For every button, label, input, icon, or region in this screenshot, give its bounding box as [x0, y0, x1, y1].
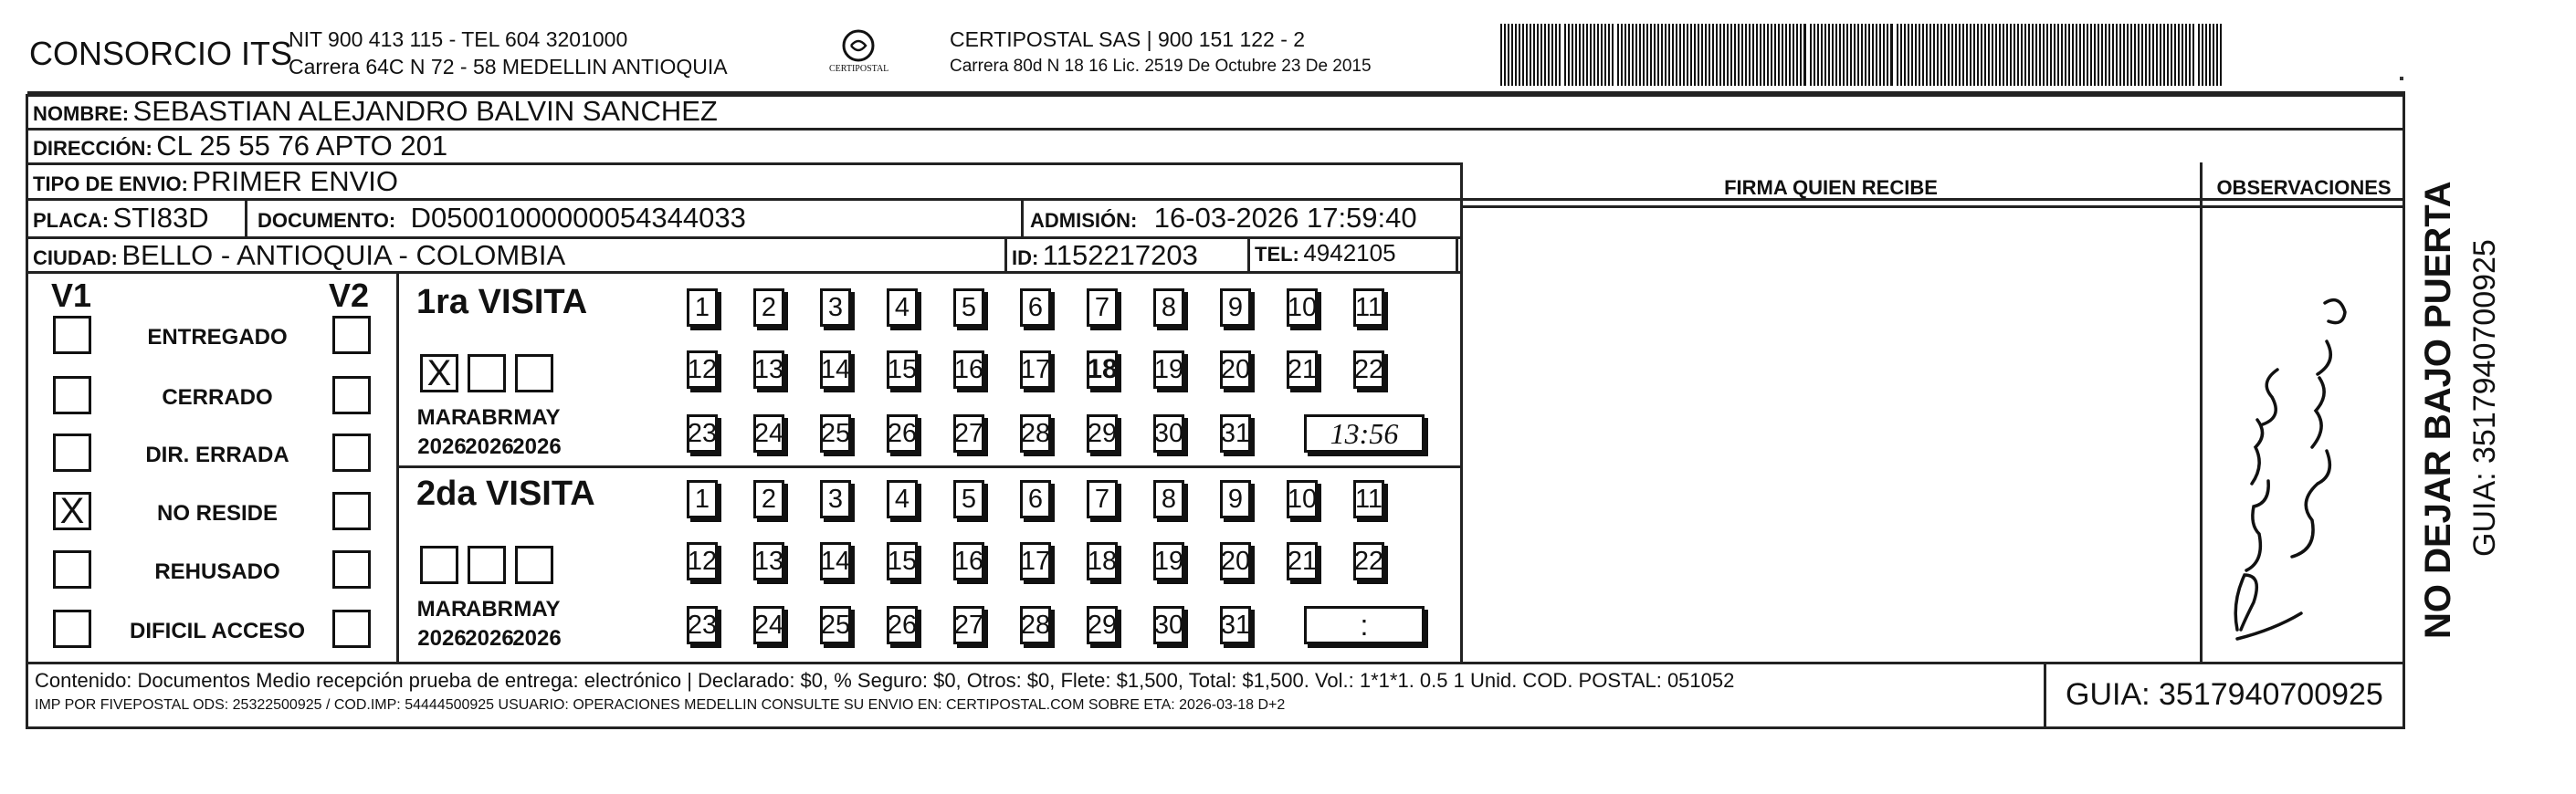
visit2-month-year: 2026	[417, 626, 467, 651]
visit1-time-box[interactable]: 13:56	[1304, 414, 1425, 453]
status-label: DIFICIL ACCESO	[129, 619, 305, 643]
document-value: D05001000000054344033	[410, 202, 746, 234]
visit2-time-box[interactable]: :	[1304, 606, 1425, 644]
visit1-day-box[interactable]: 30	[1153, 414, 1184, 453]
visit2-month-name: MAR	[416, 597, 468, 622]
visit1-month-name: ABR	[466, 405, 513, 430]
v2-header: V2	[329, 277, 370, 314]
visit2-day-box[interactable]: 19	[1153, 542, 1184, 580]
visit1-month-name: MAY	[513, 405, 561, 430]
address-field	[33, 130, 447, 162]
visit1-day-box[interactable]: 10	[1287, 288, 1318, 327]
id-label: ID:	[1012, 246, 1039, 269]
visit1-day-box[interactable]: 23	[687, 414, 718, 453]
status-label: DIR. ERRADA	[145, 443, 289, 467]
city-field	[33, 239, 565, 272]
visit2-month-year: 2026	[512, 626, 562, 651]
visit2-day-box[interactable]: 8	[1153, 480, 1184, 518]
name-label: NOMBRE:	[33, 102, 130, 125]
visit2-month-name: MAY	[513, 597, 561, 622]
v1-checkbox[interactable]	[53, 376, 91, 414]
visit1-day-box[interactable]: 13	[753, 350, 784, 389]
visit1-day-box[interactable]: 18	[1087, 350, 1118, 389]
status-label: CERRADO	[162, 385, 273, 410]
document-label: DOCUMENTO:	[258, 209, 396, 232]
visit1-day-box[interactable]: 14	[820, 350, 851, 389]
v2-checkbox[interactable]	[332, 376, 371, 414]
visit2-day-box[interactable]: 17	[1020, 542, 1051, 580]
plate-value: STI83D	[112, 202, 209, 234]
visit2-day-box[interactable]: 14	[820, 542, 851, 580]
visit1-day-box[interactable]: 15	[887, 350, 918, 389]
visit1-title: 1ra VISITA	[416, 283, 588, 321]
visit2-day-box[interactable]: 9	[1220, 480, 1251, 518]
visit1-day-box[interactable]: 31	[1220, 414, 1251, 453]
visit2-month-checkbox[interactable]	[515, 546, 553, 584]
visit1-month-checkbox[interactable]	[468, 354, 506, 392]
visit2-day-box[interactable]: 13	[753, 542, 784, 580]
company-address: Carrera 64C N 72 - 58 MEDELLIN ANTIOQUIA	[289, 55, 728, 78]
visit2-day-box[interactable]: 7	[1087, 480, 1118, 518]
certipostal-address: Carrera 80d N 18 16 Lic. 2519 De Octubre 23 De 2015	[950, 57, 1372, 76]
send-type-label: TIPO DE ENVIO:	[33, 172, 188, 195]
id-value: 1152217203	[1042, 239, 1198, 271]
visit1-month-year: 2026	[417, 434, 467, 459]
visit2-day-box[interactable]: 15	[887, 542, 918, 580]
logo-text: CERTIPOSTAL	[829, 64, 889, 74]
imp-line: IMP POR FIVEPOSTAL ODS: 25322500925 / COD.IMP: 54444500925 USUARIO: OPERACIONES MEDELLIN CONSULTE SU ENVIO EN: CERTIPOSTAL.COM SOBRE ETA: 2026-03-18 D+2	[35, 697, 1286, 713]
nit-line: NIT 900 413 115 - TEL 604 3201000	[289, 27, 628, 51]
city-value: BELLO - ANTIOQUIA - COLOMBIA	[121, 239, 566, 271]
visit1-day-box[interactable]: 6	[1020, 288, 1051, 327]
barcode	[1500, 24, 2226, 86]
visit1-day-box[interactable]: 21	[1287, 350, 1318, 389]
visit2-title: 2da VISITA	[416, 475, 595, 513]
visit2-day-box[interactable]: 6	[1020, 480, 1051, 518]
admission-value: 16-03-2026 17:59:40	[1153, 202, 1417, 234]
visit2-day-box[interactable]: 20	[1220, 542, 1251, 580]
admission-field	[1030, 202, 1417, 235]
visit1-day-box[interactable]: 28	[1020, 414, 1051, 453]
v1-checkbox[interactable]	[53, 550, 91, 589]
visit2-day-box[interactable]: 29	[1087, 606, 1118, 644]
visit2-day-box[interactable]: 18	[1087, 542, 1118, 580]
visit2-day-box[interactable]: 21	[1287, 542, 1318, 580]
visit1-day-box[interactable]: 22	[1353, 350, 1384, 389]
visit2-month-checkbox[interactable]	[420, 546, 458, 584]
visit2-day-box[interactable]: 5	[953, 480, 984, 518]
address-value: CL 25 55 76 APTO 201	[156, 130, 448, 162]
visit2-day-box[interactable]: 27	[953, 606, 984, 644]
visit1-month-checkbox[interactable]: X	[420, 354, 458, 392]
content-line: Contenido: Documentos Medio recepción prueba de entrega: electrónico | Declarado: $0, % Seguro: $0, Otros: $0, Flete: $1,500, Total: $1,500. Vol.: 1*1*1. 0.5 1 Unid. COD. POSTAL: 051052	[35, 669, 1735, 692]
visit2-month-checkbox[interactable]	[468, 546, 506, 584]
v2-checkbox[interactable]	[332, 492, 371, 530]
certipostal-logo	[822, 26, 895, 80]
plate-label: PLACA:	[33, 209, 110, 232]
v2-checkbox[interactable]	[332, 550, 371, 589]
certipostal-line: CERTIPOSTAL SAS | 900 151 122 - 2	[950, 27, 1306, 51]
visit2-day-box[interactable]: 1	[687, 480, 718, 518]
company-name: CONSORCIO ITS	[29, 35, 293, 72]
tel-label: TEL:	[1255, 243, 1299, 266]
visit2-day-box[interactable]: 24	[753, 606, 784, 644]
status-label: NO RESIDE	[156, 501, 279, 526]
v2-checkbox[interactable]	[332, 434, 371, 472]
tel-field	[1255, 239, 1396, 267]
visit1-day-box[interactable]: 9	[1220, 288, 1251, 327]
visit1-day-box[interactable]: 11	[1353, 288, 1384, 327]
footer-guia: GUIA: 3517940700925	[2066, 677, 2383, 712]
v1-checkbox[interactable]	[53, 434, 91, 472]
side-warning: NO DEJAR BAJO PUERTA	[2418, 181, 2458, 639]
visit1-month-year: 2026	[512, 434, 562, 459]
tel-value: 4942105	[1303, 239, 1396, 266]
visit2-day-box[interactable]: 12	[687, 542, 718, 580]
visit2-day-box[interactable]: 26	[887, 606, 918, 644]
visit1-month-checkbox[interactable]	[515, 354, 553, 392]
visit1-day-box[interactable]: 25	[820, 414, 851, 453]
name-field	[33, 95, 718, 128]
city-label: CIUDAD:	[33, 246, 118, 269]
document-field	[258, 202, 746, 235]
visit2-day-box[interactable]: 30	[1153, 606, 1184, 644]
visit2-month-name: ABR	[466, 597, 513, 622]
visit1-day-box[interactable]: 4	[887, 288, 918, 327]
visit2-day-box[interactable]: 4	[887, 480, 918, 518]
v2-checkbox[interactable]	[332, 610, 371, 648]
visit1-day-box[interactable]: 7	[1087, 288, 1118, 327]
v2-checkbox[interactable]	[332, 316, 371, 354]
visit1-day-box[interactable]: 12	[687, 350, 718, 389]
observations-header: OBSERVACIONES	[2216, 176, 2392, 199]
visit2-day-box[interactable]: 22	[1353, 542, 1384, 580]
status-label: REHUSADO	[154, 559, 280, 584]
visit2-day-box[interactable]: 3	[820, 480, 851, 518]
visit1-day-box[interactable]: 24	[753, 414, 784, 453]
visit2-day-box[interactable]: 23	[687, 606, 718, 644]
send-type-value: PRIMER ENVIO	[192, 165, 399, 197]
visit2-day-box[interactable]: 2	[753, 480, 784, 518]
admission-label: ADMISIÓN:	[1030, 209, 1138, 232]
visit2-day-box[interactable]: 31	[1220, 606, 1251, 644]
address-label: DIRECCIÓN:	[33, 137, 152, 160]
visit1-day-box[interactable]: 3	[820, 288, 851, 327]
visit1-day-box[interactable]: 20	[1220, 350, 1251, 389]
handwritten-observation	[2210, 246, 2392, 657]
visit2-day-box[interactable]: 11	[1353, 480, 1384, 518]
visit1-day-box[interactable]: 1	[687, 288, 718, 327]
visit1-day-box[interactable]: 16	[953, 350, 984, 389]
visit1-day-box[interactable]: 26	[887, 414, 918, 453]
plate-field	[33, 202, 209, 235]
signature-header: FIRMA QUIEN RECIBE	[1724, 176, 1938, 199]
visit2-day-box[interactable]: 10	[1287, 480, 1318, 518]
visit1-day-box[interactable]: 8	[1153, 288, 1184, 327]
v1-checkbox[interactable]: X	[53, 492, 91, 530]
visit1-day-box[interactable]: 29	[1087, 414, 1118, 453]
v1-header: V1	[51, 277, 92, 314]
visit1-day-box[interactable]: 2	[753, 288, 784, 327]
visit1-month-name: MAR	[416, 405, 468, 430]
v1-checkbox[interactable]	[53, 316, 91, 354]
send-type-field	[33, 165, 398, 198]
visit1-day-box[interactable]: 17	[1020, 350, 1051, 389]
v1-checkbox[interactable]	[53, 610, 91, 648]
visit1-day-box[interactable]: 5	[953, 288, 984, 327]
visit1-day-box[interactable]: 27	[953, 414, 984, 453]
visit2-month-year: 2026	[465, 626, 514, 651]
name-value: SEBASTIAN ALEJANDRO BALVIN SANCHEZ	[132, 95, 718, 127]
id-field	[1012, 239, 1198, 272]
visit1-month-year: 2026	[465, 434, 514, 459]
status-label: ENTREGADO	[147, 325, 288, 350]
visit2-day-box[interactable]: 28	[1020, 606, 1051, 644]
side-guia: GUIA: 3517940700925	[2467, 239, 2502, 557]
visit2-day-box[interactable]: 16	[953, 542, 984, 580]
visit1-day-box[interactable]: 19	[1153, 350, 1184, 389]
visit2-day-box[interactable]: 25	[820, 606, 851, 644]
tick-mark	[2400, 77, 2403, 80]
